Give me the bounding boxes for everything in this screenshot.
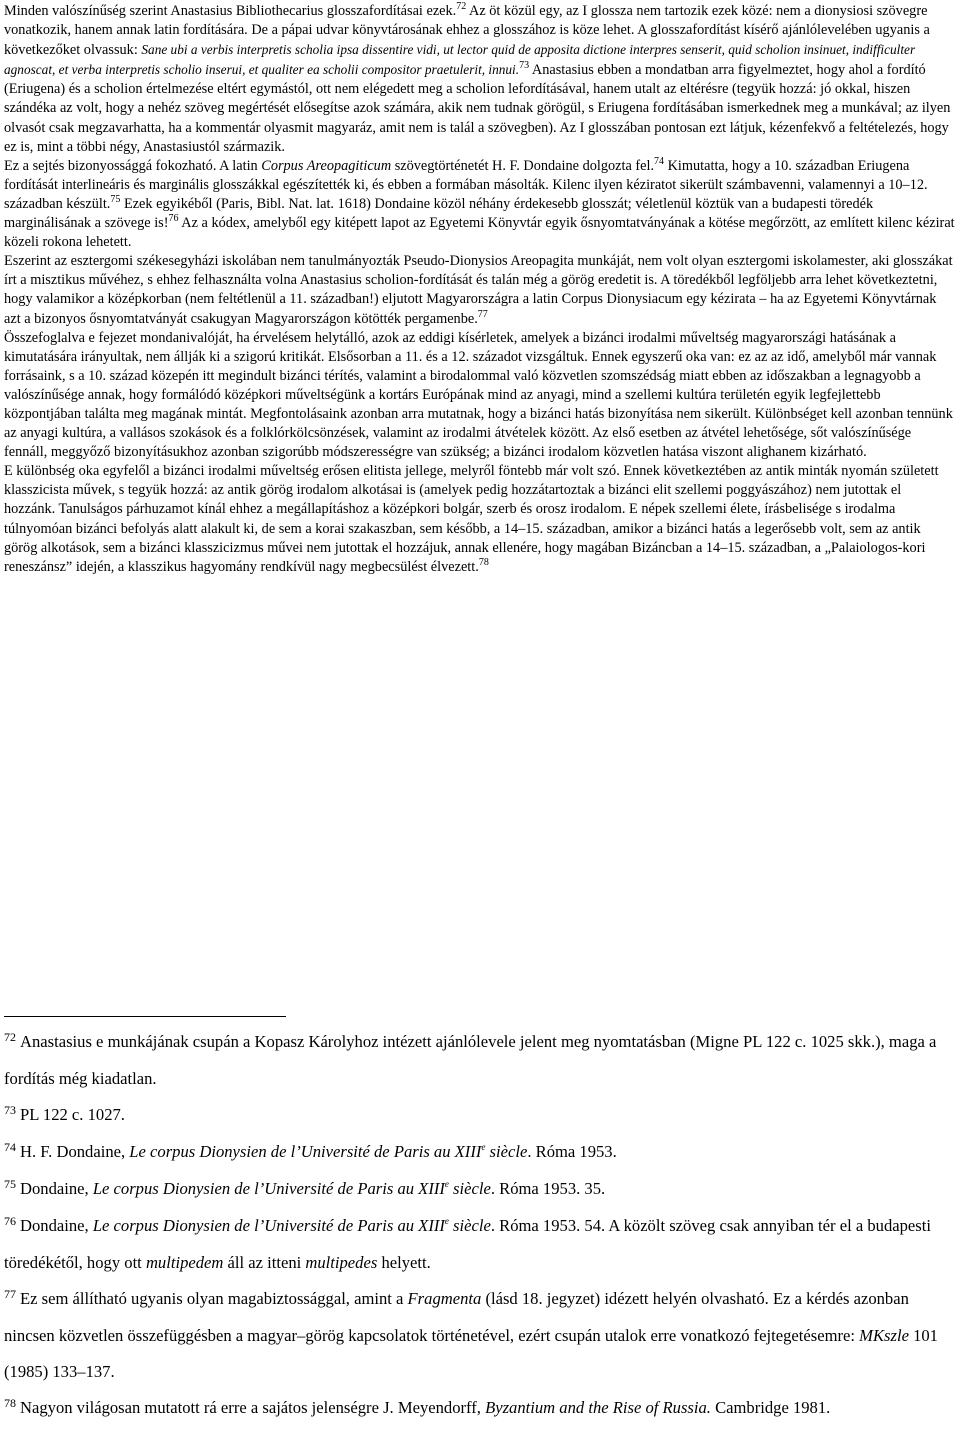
footnote-number: 74: [4, 1140, 16, 1154]
footnote-text: Ez sem állítható ugyanis olyan magabiztossággal, amint a: [20, 1289, 408, 1308]
footnote-76: [4, 1208, 957, 1281]
footnote-number: 73: [4, 1103, 16, 1117]
footnotes: [4, 1024, 957, 1427]
title-text: siècle: [485, 1142, 528, 1161]
italic-term: MKszle: [859, 1326, 909, 1345]
century-superscript: e: [444, 1216, 449, 1226]
footnote-ref-75[interactable]: 75: [110, 193, 121, 205]
footnote-text: . Róma 1953. 54. A közölt szöveg csak annyiban tér el a budapesti töredékétől, hogy ott: [4, 1216, 931, 1272]
footnote-text: helyett.: [377, 1253, 431, 1272]
footnote-text: PL 122 c. 1027.: [20, 1105, 125, 1124]
title-text: Le corpus Dionysien de l’Université de Paris au XIII: [92, 1179, 445, 1198]
footnote-number: 76: [4, 1214, 16, 1228]
footnote-text: Dondaine,: [20, 1179, 93, 1198]
footnote-ref-74[interactable]: 74: [654, 155, 665, 167]
text-run: Összefoglalva e fejezet mondanivalóját, ha érvelésem helytálló, azok az eddigi kísérletek, amelyek a bizánci irodalmi műveltség magyarországi hatásának a kimutatására irányultak, nem állják ki a szigorú kritikát. Elsősorban a 11. és a 12. századot vizsgáltuk. Ennek egyszerű oka van: ez az az idő, amelyből már vannak forrásaink, s a 10. század közepén itt megindult bizánci térítés, valamint a birodalommal való közvetlen szomszédság miatt ebben az időszakban a legnagyobb a valószínűsége annak, hogy formálódó középkori műveltségünk a kortárs Európának mind az anyagi, mind a szellemi kultúra területén egyik legfejlettebb központjában találta meg magának mintát. Megfontolásaink azonban arra mutatnak, hogy a bizánci hatás bizonyítása nem sikerült. Különbséget kell azonban tennünk az anyagi kultúra, a vallásos szokások és a folklórkölcsönzések, valamint az irodalmi átvételek között. Az első esetben az átvétel lehetősége, sőt valószínűsége fennáll, meggyőző bizonyításukhoz azonban szigorúbb módszerességre van szükség; a bizánci irodalom közvetlen hatása viszont alighanem kizárható.: [4, 329, 953, 461]
title-text: Le corpus Dionysien de l’Université de Paris au XIII: [129, 1142, 482, 1161]
work-title: Corpus Areopagiticum: [261, 157, 392, 174]
main-text: [4, 2, 955, 577]
footnote-72: [4, 1024, 957, 1097]
footnote-ref-76[interactable]: 76: [168, 213, 179, 225]
footnote-ref-73[interactable]: 73: [519, 60, 530, 72]
text-run: Eszerint az esztergomi székesegyházi iskolában nem tanulmányozták Pseudo-Dionysios Areopagita munkáját, nem volt olyan esztergomi iskolamester, aki glosszákat írt a misztikus művéhez, s ehhez felhasználta volna Anastasius scholion-fordítását és talán még a görög eredetit is. A töredékből legföljebb arra lehet következtetni, hogy valamikor a középkorban (nem feltétlenül a 11. században!) eljutott Magyarországra a latin Corpus Dionysiacum egy kézirata – ha az Egyetemi Könyvtárnak azt a bizonyos ősnyomtatványát csakugyan Magyarországon kötötték pergamenbe.: [4, 253, 953, 327]
footnote-ref-78[interactable]: 78: [478, 556, 489, 568]
footnote-number: 75: [4, 1177, 16, 1191]
latin-quote: Sane ubi a verbis interpretis scholia ipsa dissentire vidi, ut lector quid de apposita dictione interpres senserit, quid scholion insinuet, indifficulter agnoscat, et verba interpretis scholio inserui, et qualiter ea scholii compositor praetulerit, innui.: [4, 42, 916, 78]
footnote-text: . Róma 1953.: [527, 1142, 617, 1161]
italic-term: multipedes: [305, 1253, 378, 1272]
text-run: Ezek egyikéből (Paris, Bibl. Nat. lat. 1618) Dondaine közöl néhány érdekesebb glosszát; véletlenül köztük van a budapesti töredék marginálisának a szövege is!: [4, 195, 874, 232]
footnote-73: [4, 1097, 957, 1134]
century-superscript: e: [481, 1142, 486, 1152]
footnote-text: áll az itteni: [223, 1253, 306, 1272]
text-run: Minden valószínűség szerint Anastasius Bibliothecarius glosszafordításai ezek.: [4, 3, 457, 19]
italic-term: Fragmenta: [407, 1289, 482, 1308]
paragraph-3: [4, 252, 955, 328]
work-title: [93, 1216, 491, 1235]
footnote-text: Dondaine,: [20, 1216, 93, 1235]
text-run: Ez a sejtés bizonyossággá fokozható. A latin: [4, 157, 262, 174]
paragraph-1: [4, 2, 955, 157]
footnote-text: Nagyon világosan mutatott rá erre a sajátos jelenségre J. Meyendorff,: [20, 1398, 486, 1417]
text-run: szövegtörténetét H. F. Dondaine dolgozta fel.: [391, 157, 655, 174]
footnote-text: Cambridge 1981.: [710, 1398, 831, 1417]
title-text: siècle: [448, 1179, 491, 1198]
footnote-77: [4, 1281, 957, 1390]
footnote-separator: [4, 1016, 286, 1017]
text-run: Az öt közül egy, az I glossza nem tartozik ezek közé: nem a dionysiosi szövegre vonatkozik, hanem annak latin fordítására. De a pápai udvar könyvtárosának ehhez a glosszához is köze lehet. A glosszafordítást kísérő ajánlólevelében ugyanis a következőket olvassuk:: [4, 3, 930, 59]
century-superscript: e: [444, 1179, 449, 1189]
footnote-75: [4, 1171, 957, 1208]
footnote-ref-77[interactable]: 77: [477, 308, 488, 320]
footnote-text: 101 (1985) 133–137.: [4, 1326, 938, 1381]
text-run: Anastasius ebben a mondatban arra figyelmeztet, hogy ahol a fordító (Eriugena) és a scholion értelmezése eltért egymástól, ott nem elégedett meg a scholion lefordításával, hanem utalt az eltérésre (tegyük hozzá: jó okkal, hiszen szándéka az volt, hogy a nehéz szöveg megértését elősegítse azok számára, akik nem tudnak görögül, s Eriugena fordításában ismerkednek meg a munkával; az ilyen olvasót csak megzavarhatta, ha a kommentár olyasmit magyaráz, amit nem is talál a szövegben). Az I glosszában pontosan ezt látjuk, kézenfekvő a feltételezés, hogy ez is, mint a többi négy, Anastasiustól származik.: [4, 62, 951, 155]
title-text: siècle: [448, 1216, 491, 1235]
footnote-text: Anastasius e munkájának csupán a Kopasz Károlyhoz intézett ajánlólevele jelent meg nyomtatásban (Migne PL 122 c. 1025 skk.), maga a fordítás még kiadatlan.: [4, 1032, 937, 1088]
paragraph-2: [4, 157, 955, 252]
footnote-text: H. F. Dondaine,: [20, 1142, 130, 1161]
italic-term: Byzantium and the Rise of Russia.: [485, 1398, 711, 1417]
footnote-number: 77: [4, 1287, 16, 1301]
text-run: Az a kódex, amelyből egy kitépett lapot az Egyetemi Könyvtár egyik ősnyomtatványának a kötése megőrzött, az említett kilenc kézirat közeli rokona lehetett.: [4, 215, 955, 251]
footnote-text: (lásd 18. jegyzet) idézett helyén olvasható. Ez a kérdés azonban nincsen közvetlen összefüggésben a magyar–görög kapcsolatok történetével, ezért csupán utalok erre vonatkozó fejtegetésemre:: [4, 1289, 909, 1345]
paragraph-5: [4, 462, 955, 577]
italic-term: multipedem: [145, 1253, 224, 1272]
text-run: Kimutatta, hogy a 10. században Eriugena fordítását interlineáris és marginális glosszákkal egészítették ki, és ebben a formában másolták. Kilenc ilyen kéziratot sikerült számbavenni, valamennyi a 10–12. században készült.: [4, 157, 928, 212]
title-text: Le corpus Dionysien de l’Université de Paris au XIII: [92, 1216, 445, 1235]
footnote-74: [4, 1134, 957, 1171]
footnote-ref-72[interactable]: 72: [456, 1, 467, 12]
footnote-78: [4, 1390, 957, 1427]
work-title: [129, 1142, 527, 1161]
footnote-number: 72: [4, 1030, 16, 1044]
paragraph-4: [4, 329, 955, 463]
footnote-number: 78: [4, 1396, 16, 1410]
work-title: [93, 1179, 491, 1198]
footnote-text: . Róma 1953. 35.: [490, 1179, 606, 1198]
text-run: E különbség oka egyfelől a bizánci irodalmi műveltség erősen elitista jellege, melyről föntebb már volt szó. Ennek következtében az antik minták nyomán született klasszicista művek, s tegyük hozzá: az antik görög irodalom alkotásai is (amelyek pedig hozzátartoztak a bizánci elit szellemi poggyászához) nem jutottak el hozzánk. Tanulságos párhuzamot kínál ehhez a megállapításhoz a középkori bolgár, szerb és orosz irodalom. E népek szellemi élete, írásbelisége s irodalma túlnyomóan bizánci befolyás alatt alakult ki, de sem a korai szakaszban, sem később, a 14–15. században, amikor a bizánci hatás a legerősebb volt, sem az antik görög alkotások, sem a bizánci klasszicizmus művei nem jutottak el hozzájuk, annak ellenére, hogy magában Bizáncban a 14–15. században, a „Palaiologos-kori reneszánsz” idején, a klasszikus hagyomány rendkívül nagy megbecsülést élvezett.: [4, 463, 939, 575]
